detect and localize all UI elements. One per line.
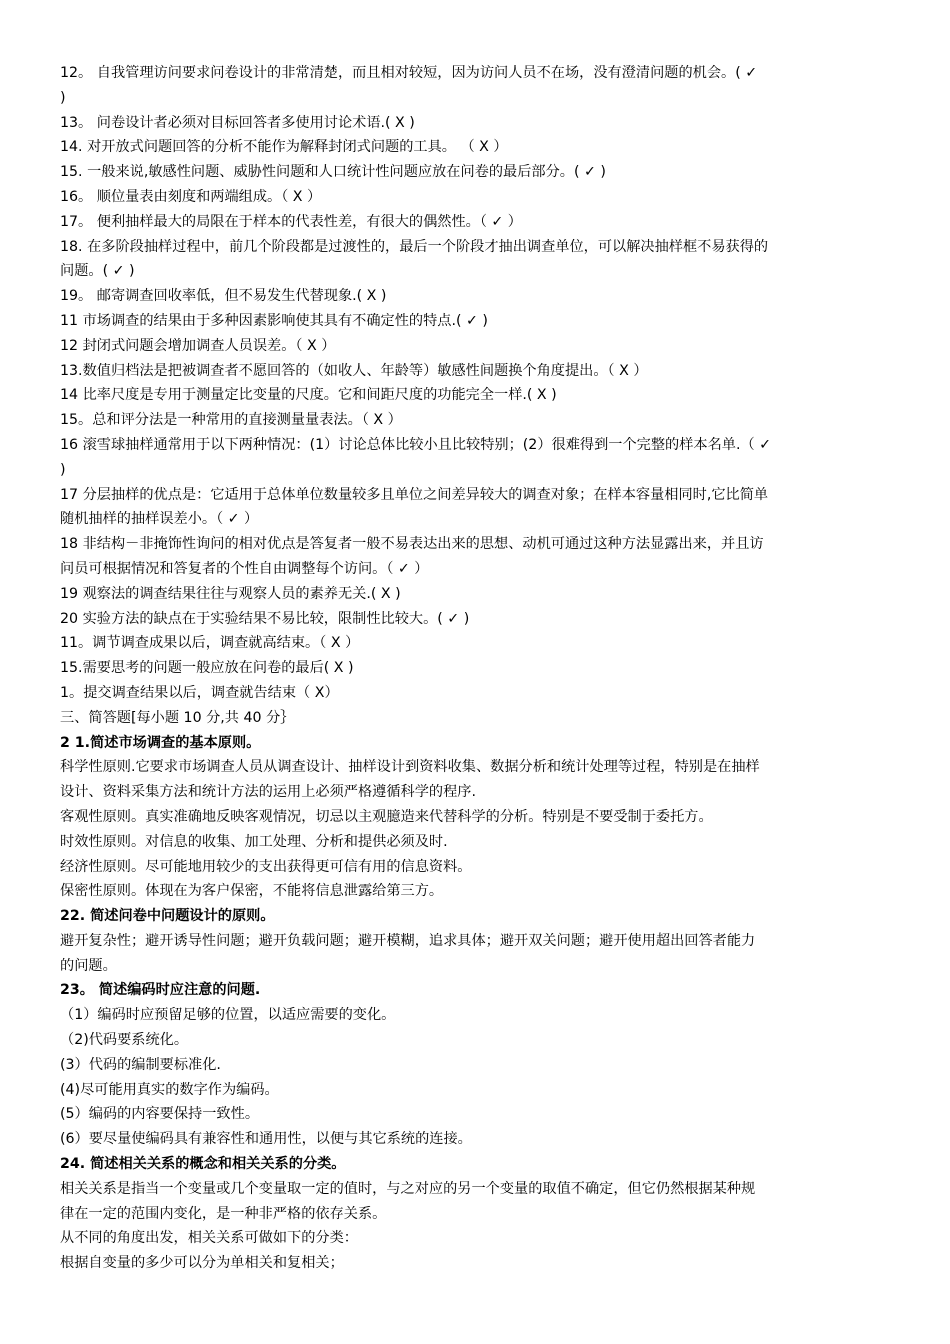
answer-line: 的问题。: [60, 957, 117, 974]
text-line: ): [60, 89, 66, 106]
text-line: 15. 一般来说,敏感性问题、威胁性问题和人口统计性问题应放在问卷的最后部分。( ✓ ): [60, 164, 606, 181]
text-line: 12 封闭式问题会增加调查人员误差。（ X ）: [60, 337, 336, 354]
text-line: 18. 在多阶段抽样过程中，前几个阶段都是过渡性的，最后一个阶段才抽出调查单位，可以解决抽样框不易获得的: [60, 238, 769, 255]
answer-line: 律在一定的范围内变化，是一种非严格的依存关系。: [60, 1205, 387, 1222]
answer-line: 客观性原则。真实准确地反映客观情况，切忌以主观臆造来代替科学的分析。特别是不要受制于委托方。: [60, 808, 713, 825]
answer-line: 从不同的角度出发，相关关系可做如下的分类：: [60, 1230, 358, 1247]
text-line: 15。总和评分法是一种常用的直接测量量表法。（ X ）: [60, 412, 402, 429]
answer-line: (3）代码的编制要标准化.: [60, 1056, 221, 1073]
question-heading: 22. 简述问卷中问题设计的原则。: [60, 908, 275, 925]
text-line: 15.需要思考的问题一般应放在问卷的最后( X ): [60, 660, 354, 677]
text-line: 18 非结构－非掩饰性询问的相对优点是答复者一般不易表达出来的思想、动机可通过这种方法显露出来，并且访: [60, 536, 764, 553]
text-line: 13.数值归档法是把被调查者不愿回答的（如收人、年龄等）敏感性间题换个角度提出。（ X ）: [60, 362, 648, 379]
answer-line: 相关关系是指当一个变量或几个变量取一定的值时，与之对应的另一个变量的取值不确定，但它仍然根据某种规: [60, 1180, 756, 1197]
document-page: [60, 61, 892, 1276]
text-line: 16 滚雪球抽样通常用于以下两种情况：(1）讨论总体比较小且比较特别；(2）很难得到一个完整的样本名单.（ ✓: [60, 436, 772, 453]
text-line: 问员可根据情况和答复者的个性自由调整每个访问。（ ✓ ）: [60, 560, 429, 577]
section-title: 三、简答题[每小题 10 分,共 40 分｝: [60, 709, 295, 726]
question-heading: 24. 简述相关关系的概念和相关关系的分类。: [60, 1156, 346, 1173]
answer-line: 时效性原则。对信息的收集、加工处理、分析和提供必须及时.: [60, 833, 448, 850]
text-line: 11。调节调查成果以后，调查就高结束。（ X ）: [60, 635, 360, 652]
text-line: 14 比率尺度是专用于测量定比变量的尺度。它和间距尺度的功能完全一样.( X ): [60, 387, 557, 404]
question-heading: 2 1.简述市场调查的基本原则。: [60, 734, 261, 751]
answer-line: (5）编码的内容要保持一致性。: [60, 1106, 260, 1123]
text-line: 问题。( ✓ ): [60, 263, 135, 280]
answer-line: （1）编码时应预留足够的位置，以适应需要的变化。: [60, 1007, 396, 1024]
answer-line: 科学性原则.它要求市场调查人员从调查设计、抽样设计到资料收集、数据分析和统计处理等过程，特别是在抽样: [60, 759, 760, 776]
text-line: 17 分层抽样的优点是：它适用于总体单位数量较多且单位之间差异较大的调查对象；在样本容量相同时,它比简单: [60, 486, 769, 503]
answer-line: 根据自变量的多少可以分为单相关和复相关；: [60, 1255, 344, 1272]
text-line: 17。 便利抽样最大的局限在于样本的代表性差，有很大的偶然性。（ ✓ ）: [60, 213, 522, 230]
answer-line: 避开复杂性；避开诱导性问题；避开负载问题；避开模糊，追求具体；避开双关问题；避开使用超出回答者能力: [60, 932, 756, 949]
answer-line: （2)代码要系统化。: [60, 1032, 189, 1049]
text-line: 20 实验方法的缺点在于实验结果不易比较，限制性比较大。( ✓ ): [60, 610, 470, 627]
text-line: 1。提交调查结果以后，调查就告结束（ X）: [60, 684, 339, 701]
text-line: 随机抽样的抽样误差小。（ ✓ ）: [60, 511, 259, 528]
answer-line: 经济性原则。尽可能地用较少的支出获得更可信有用的信息资料。: [60, 858, 472, 875]
text-line: 14. 对开放式问题回答的分析不能作为解释封闭式问题的工具。 （ X ）: [60, 139, 508, 156]
text-line: ): [60, 461, 66, 478]
answer-line: (4)尽可能用真实的数字作为编码。: [60, 1081, 279, 1098]
answer-line: (6）要尽量使编码具有兼容性和通用性，以便与其它系统的连接。: [60, 1131, 472, 1148]
text-line: 12。 自我管理访问要求问卷设计的非常清楚，而且相对较短，因为访问人员不在场，没有澄清问题的机会。( ✓: [60, 65, 758, 81]
question-heading: 23。 简述编码时应注意的问题.: [60, 982, 261, 999]
answer-line: 保密性原则。体现在为客户保密，不能将信息泄露给第三方。: [60, 883, 444, 900]
text-line: 16。 顺位量表由刻度和两端组成。（ X ）: [60, 188, 322, 205]
text-line: 13。 问卷设计者必须对目标回答者多使用讨论术语.( X ): [60, 114, 415, 131]
answer-line: 设计、资料采集方法和统计方法的运用上必须严格遵循科学的程序.: [60, 784, 476, 801]
text-line: 19。 邮寄调查回收率低，但不易发生代替现象.( X ): [60, 288, 387, 305]
text-line: 11 市场调查的结果由于多种因素影响使其具有不确定性的特点.( ✓ ): [60, 312, 488, 329]
text-line: 19 观察法的调查结果往往与观察人员的素养无关.( X ): [60, 585, 401, 602]
